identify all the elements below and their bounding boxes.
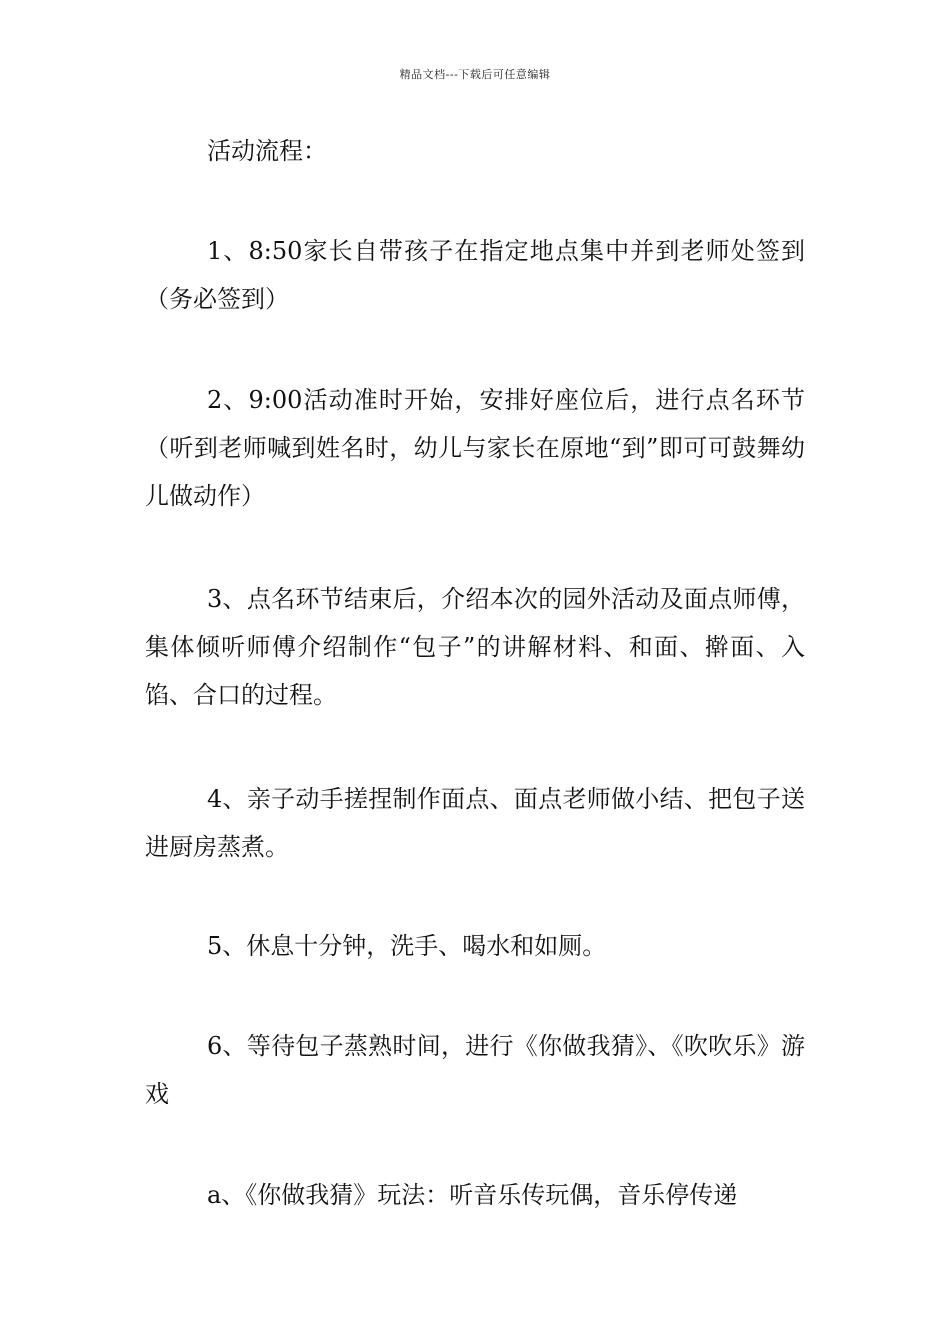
paragraph-step-3: [145, 575, 805, 719]
paragraph-step-2: [145, 376, 805, 520]
paragraph-text: a、《你做我猜》玩法：听音乐传玩偶，音乐停传递: [207, 1181, 738, 1209]
paragraph-step-1: [145, 227, 805, 323]
paragraph-text: 1、8:50家长自带孩子在指定地点集中并到老师处签到（务必签到）: [145, 237, 805, 313]
paragraph-text: 5、休息十分钟，洗手、喝水和如厕。: [207, 932, 607, 960]
paragraph-text: 6、等待包子蒸熟时间，进行《你做我猜》、《吹吹乐》游戏: [145, 1032, 805, 1108]
paragraph-step-a: [145, 1171, 805, 1219]
paragraph-text: 3、点名环节结束后，介绍本次的园外活动及面点师傅，集体倾听师傅介绍制作“包子”的讲解材料、和面、擀面、入馅、合口的过程。: [145, 585, 805, 709]
paragraph-step-6: [145, 1022, 805, 1118]
paragraph-text: 4、亲子动手搓捏制作面点、面点老师做小结、把包子送进厨房蒸煮。: [145, 785, 805, 861]
paragraph-step-4: [145, 775, 805, 871]
heading-text: 活动流程：: [207, 137, 327, 165]
page-header: 精品文档---下载后可任意编辑: [399, 68, 551, 81]
paragraph-text: 2、9:00活动准时开始，安排好座位后，进行点名环节（听到老师喊到姓名时，幼儿与家长在原地“到”即可可鼓舞幼儿做动作）: [145, 386, 805, 510]
section-heading: [145, 127, 805, 175]
paragraph-step-5: [145, 922, 805, 970]
